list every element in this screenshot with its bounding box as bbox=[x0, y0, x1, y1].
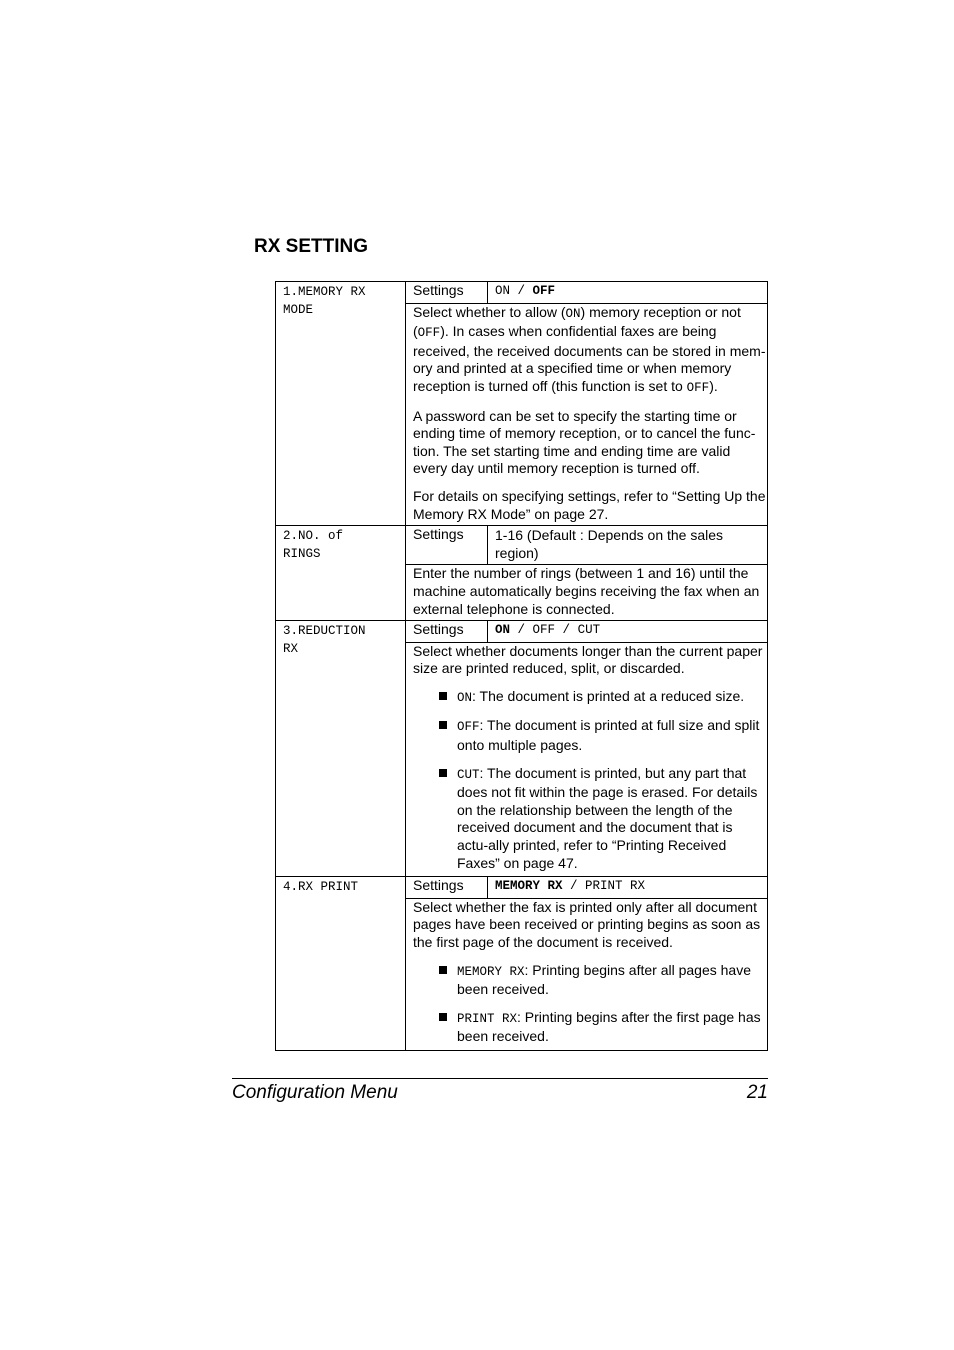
settings-value: ON / OFF / CUT bbox=[495, 623, 601, 638]
settings-value: ON / OFF bbox=[495, 284, 556, 298]
description bbox=[406, 304, 767, 526]
item-detail bbox=[406, 526, 768, 621]
settings-value: 1-16 (Default : Depends on the sales region) bbox=[495, 527, 724, 561]
section-title: RX SETTING bbox=[254, 236, 369, 257]
paragraph: Select whether the fax is printed only after all document pages have been received or printing begins as soon as the first page of the document is received. bbox=[413, 898, 761, 950]
item-name-memory-rx: 1.MEMORY RX MODE bbox=[276, 282, 406, 526]
list-item: PRINT RX: Printing begins after the first page has been received. bbox=[439, 1009, 767, 1046]
square-bullet-icon bbox=[439, 692, 447, 700]
item-detail bbox=[406, 877, 768, 1051]
item-name-no-of-rings: 2.NO. of RINGS bbox=[276, 526, 406, 621]
description bbox=[406, 643, 767, 877]
list-item: MEMORY RX: Printing begins after all pages have been received. bbox=[439, 962, 767, 999]
item-name-reduction-rx: 3.REDUCTION RX bbox=[276, 621, 406, 877]
settings-row bbox=[406, 526, 767, 565]
settings-value: MEMORY RX / PRINT RX bbox=[495, 879, 646, 894]
item-name-rx-print: 4.RX PRINT bbox=[276, 877, 406, 1051]
table-row bbox=[276, 621, 768, 877]
settings-row bbox=[406, 621, 767, 643]
paragraph: Select whether to allow (ON) memory reception or not (OFF). In cases when confidential faxes are being received, the received documents can be stored in mem-ory and printed at a specified time or when memory reception is turned off (this function is set to OFF). bbox=[413, 303, 766, 395]
paragraph: A password can be set to specify the starting time or ending time of memory reception, or to cancel the func-tion. The set starting time and ending time are valid every day until memory reception is turned off. bbox=[413, 407, 756, 477]
settings-label: Settings bbox=[406, 621, 488, 642]
rx-setting-table bbox=[275, 281, 768, 1051]
paragraph: For details on specifying settings, refer to “Setting Up the Memory RX Mode” on page 27. bbox=[413, 487, 766, 522]
description bbox=[406, 565, 767, 620]
bullet-list bbox=[413, 962, 767, 1046]
bullet-list bbox=[413, 688, 767, 872]
table-row bbox=[276, 282, 768, 526]
settings-label: Settings bbox=[406, 282, 488, 303]
settings-row bbox=[406, 877, 767, 899]
item-detail bbox=[406, 282, 768, 526]
description bbox=[406, 899, 767, 1050]
footer-divider bbox=[232, 1078, 768, 1079]
list-item: OFF: The document is printed at full size and split onto multiple pages. bbox=[439, 717, 767, 754]
paragraph: Enter the number of rings (between 1 and 16) until the machine automatically begins receiving the fax when an external telephone is connected. bbox=[413, 565, 760, 617]
footer-title: Configuration Menu bbox=[232, 1082, 398, 1103]
table-row bbox=[276, 877, 768, 1051]
square-bullet-icon bbox=[439, 966, 447, 974]
square-bullet-icon bbox=[439, 721, 447, 729]
settings-label: Settings bbox=[406, 877, 488, 898]
list-item: ON: The document is printed at a reduced size. bbox=[439, 688, 767, 708]
settings-label: Settings bbox=[406, 526, 488, 564]
square-bullet-icon bbox=[439, 769, 447, 777]
item-detail bbox=[406, 621, 768, 877]
list-item: CUT: The document is printed, but any part that does not fit within the page is erased. For details on the relationship between the length of the received document and the document that is actu-ally printed, refer to “Printing Received Faxes” on page 47. bbox=[439, 765, 767, 873]
settings-row bbox=[406, 282, 767, 304]
page-number: 21 bbox=[746, 1082, 768, 1103]
square-bullet-icon bbox=[439, 1013, 447, 1021]
paragraph: Select whether documents longer than the current paper size are printed reduced, split, or discarded. bbox=[413, 642, 763, 677]
table-row bbox=[276, 526, 768, 621]
